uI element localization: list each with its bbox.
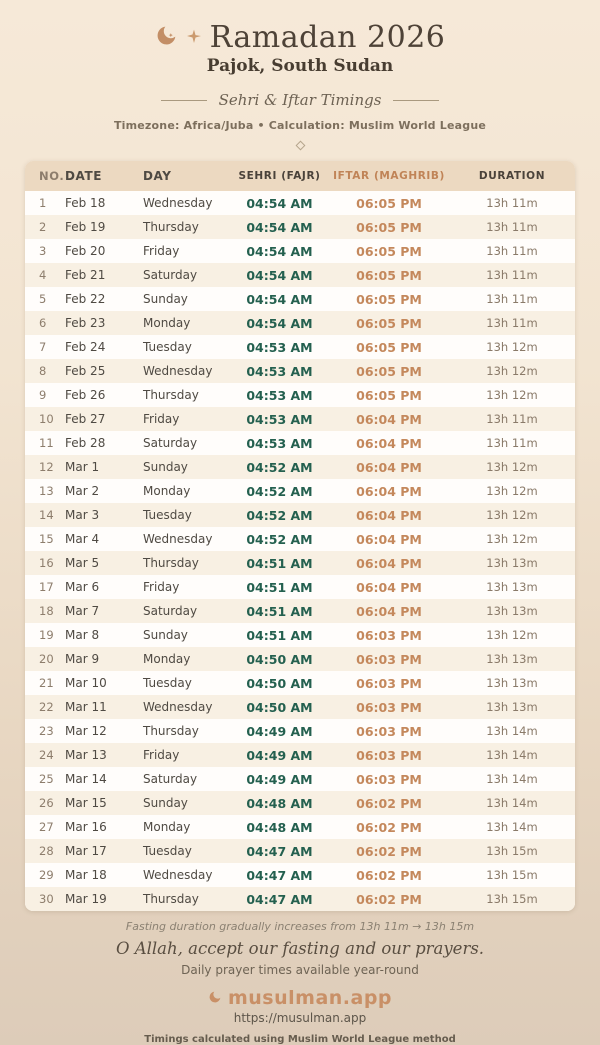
- day-cell: Wednesday: [143, 532, 213, 546]
- iftar-cell: 06:02 PM: [356, 867, 422, 883]
- day-cell: Monday: [143, 484, 191, 498]
- no-cell: 26: [39, 796, 54, 810]
- no-cell: 6: [39, 316, 47, 330]
- date-cell: Mar 18: [65, 868, 107, 882]
- duration-cell: 13h 14m: [486, 748, 538, 762]
- table-row: [25, 623, 575, 647]
- no-cell: 9: [39, 388, 47, 402]
- iftar-cell: 06:03 PM: [356, 675, 422, 691]
- sehri-cell: 04:50 AM: [246, 651, 313, 667]
- no-cell: 17: [39, 580, 54, 594]
- no-cell: 7: [39, 340, 47, 354]
- date-cell: Mar 15: [65, 796, 107, 810]
- sehri-cell: 04:52 AM: [246, 531, 313, 547]
- duration-cell: 13h 14m: [486, 724, 538, 738]
- date-cell: Mar 17: [65, 844, 107, 858]
- iftar-cell: 06:02 PM: [356, 843, 422, 859]
- no-cell: 8: [39, 364, 47, 378]
- day-cell: Wednesday: [143, 868, 213, 882]
- duration-cell: 13h 15m: [486, 892, 538, 906]
- day-cell: Thursday: [143, 724, 199, 738]
- no-cell: 27: [39, 820, 54, 834]
- sehri-cell: 04:47 AM: [246, 843, 313, 859]
- date-cell: Feb 21: [65, 268, 106, 282]
- table-row: [25, 527, 575, 551]
- table-row: [25, 719, 575, 743]
- day-cell: Tuesday: [143, 340, 192, 354]
- table-row: [25, 791, 575, 815]
- duration-cell: 13h 12m: [486, 628, 538, 642]
- no-cell: 16: [39, 556, 54, 570]
- sehri-cell: 04:52 AM: [246, 459, 313, 475]
- sehri-cell: 04:51 AM: [246, 603, 313, 619]
- fasting-duration-note: Fasting duration gradually increases from 13h 11m → 13h 15m: [125, 920, 475, 933]
- timetable-header-row: [25, 161, 575, 191]
- table-row: [25, 455, 575, 479]
- date-cell: Feb 26: [65, 388, 106, 402]
- timetable-body: [25, 191, 575, 911]
- table-row: [25, 431, 575, 455]
- column-header-iftar: IFTAR (MAGHRIB): [333, 170, 445, 182]
- iftar-cell: 06:03 PM: [356, 723, 422, 739]
- day-cell: Thursday: [143, 220, 199, 234]
- duration-cell: 13h 11m: [486, 244, 538, 258]
- day-cell: Monday: [143, 820, 191, 834]
- iftar-cell: 06:04 PM: [356, 411, 422, 427]
- sehri-cell: 04:52 AM: [246, 507, 313, 523]
- date-cell: Mar 10: [65, 676, 107, 690]
- day-cell: Saturday: [143, 604, 198, 618]
- table-row: [25, 599, 575, 623]
- table-row: [25, 263, 575, 287]
- date-cell: Mar 12: [65, 724, 107, 738]
- sehri-cell: 04:53 AM: [246, 411, 313, 427]
- table-row: [25, 671, 575, 695]
- duration-cell: 13h 13m: [486, 580, 538, 594]
- table-row: [25, 503, 575, 527]
- day-cell: Wednesday: [143, 700, 213, 714]
- no-cell: 10: [39, 412, 54, 426]
- divider-line-right: [393, 100, 439, 101]
- iftar-cell: 06:04 PM: [356, 483, 422, 499]
- day-cell: Sunday: [143, 292, 188, 306]
- iftar-cell: 06:04 PM: [356, 603, 422, 619]
- duration-cell: 13h 12m: [486, 508, 538, 522]
- column-header-duration: DURATION: [478, 170, 546, 182]
- day-cell: Friday: [143, 580, 180, 594]
- table-row: [25, 575, 575, 599]
- brand-name: musulman.app: [227, 987, 393, 1009]
- duration-cell: 13h 13m: [486, 676, 538, 690]
- table-row: [25, 191, 575, 215]
- divider-line-left: [161, 100, 207, 101]
- date-cell: Mar 1: [65, 460, 100, 474]
- brand-url: https://musulman.app: [233, 1011, 367, 1025]
- date-cell: Mar 14: [65, 772, 107, 786]
- iftar-cell: 06:03 PM: [356, 699, 422, 715]
- sehri-cell: 04:53 AM: [246, 363, 313, 379]
- day-cell: Sunday: [143, 628, 188, 642]
- duration-cell: 13h 15m: [486, 844, 538, 858]
- day-cell: Saturday: [143, 772, 198, 786]
- calculation-method-note: Timings calculated using Muslim World League method: [144, 1034, 456, 1045]
- table-row: [25, 767, 575, 791]
- timetable-card: [25, 161, 575, 911]
- sehri-cell: 04:54 AM: [246, 243, 313, 259]
- date-cell: Mar 2: [65, 484, 100, 498]
- no-cell: 3: [39, 244, 47, 258]
- sehri-cell: 04:49 AM: [246, 723, 313, 739]
- no-cell: 13: [39, 484, 54, 498]
- no-cell: 11: [39, 436, 54, 450]
- sehri-cell: 04:51 AM: [246, 579, 313, 595]
- iftar-cell: 06:03 PM: [356, 651, 422, 667]
- day-cell: Monday: [143, 652, 191, 666]
- duration-cell: 13h 11m: [486, 436, 538, 450]
- day-cell: Tuesday: [143, 676, 192, 690]
- table-row: [25, 887, 575, 911]
- duration-cell: 13h 13m: [486, 556, 538, 570]
- column-header-date: DATE: [65, 169, 103, 183]
- day-cell: Friday: [143, 244, 180, 258]
- iftar-cell: 06:04 PM: [356, 435, 422, 451]
- table-row: [25, 359, 575, 383]
- duration-cell: 13h 11m: [486, 412, 538, 426]
- duration-cell: 13h 14m: [486, 796, 538, 810]
- no-cell: 29: [39, 868, 54, 882]
- day-cell: Saturday: [143, 268, 198, 282]
- sehri-cell: 04:53 AM: [246, 435, 313, 451]
- duration-cell: 13h 11m: [486, 316, 538, 330]
- location-subtitle: Pajok, South Sudan: [206, 56, 394, 76]
- iftar-cell: 06:04 PM: [356, 459, 422, 475]
- date-cell: Mar 5: [65, 556, 100, 570]
- no-cell: 21: [39, 676, 54, 690]
- date-cell: Mar 7: [65, 604, 100, 618]
- no-cell: 28: [39, 844, 54, 858]
- table-row: [25, 743, 575, 767]
- brand-row: [0, 987, 600, 1009]
- iftar-cell: 06:04 PM: [356, 531, 422, 547]
- no-cell: 19: [39, 628, 54, 642]
- sehri-cell: 04:48 AM: [246, 819, 313, 835]
- dua-quote: O Allah, accept our fasting and our prayers.: [115, 939, 485, 958]
- sehri-cell: 04:48 AM: [246, 795, 313, 811]
- duration-cell: 13h 11m: [486, 196, 538, 210]
- sehri-cell: 04:49 AM: [246, 747, 313, 763]
- no-cell: 25: [39, 772, 54, 786]
- table-row: [25, 815, 575, 839]
- date-cell: Feb 28: [65, 436, 106, 450]
- page-header: [0, 0, 600, 149]
- no-cell: 15: [39, 532, 54, 546]
- day-cell: Saturday: [143, 436, 198, 450]
- date-cell: Feb 25: [65, 364, 106, 378]
- iftar-cell: 06:05 PM: [356, 363, 422, 379]
- no-cell: 2: [39, 220, 47, 234]
- duration-cell: 13h 12m: [486, 460, 538, 474]
- no-cell: 24: [39, 748, 54, 762]
- iftar-cell: 06:04 PM: [356, 555, 422, 571]
- four-point-star-icon: [187, 28, 201, 47]
- no-cell: 5: [39, 292, 47, 306]
- duration-cell: 13h 12m: [486, 484, 538, 498]
- duration-cell: 13h 13m: [486, 700, 538, 714]
- duration-cell: 13h 11m: [486, 292, 538, 306]
- table-row: [25, 479, 575, 503]
- iftar-cell: 06:05 PM: [356, 387, 422, 403]
- column-header-sehri: SEHRI (FAJR): [238, 170, 321, 182]
- iftar-cell: 06:05 PM: [356, 195, 422, 211]
- table-row: [25, 839, 575, 863]
- no-cell: 23: [39, 724, 54, 738]
- date-cell: Feb 20: [65, 244, 106, 258]
- brand-crescent-icon: [208, 989, 222, 1008]
- iftar-cell: 06:03 PM: [356, 771, 422, 787]
- date-cell: Feb 23: [65, 316, 106, 330]
- date-cell: Mar 11: [65, 700, 107, 714]
- page-footer: [0, 920, 600, 1045]
- column-header-day: DAY: [143, 169, 172, 183]
- table-row: [25, 287, 575, 311]
- duration-cell: 13h 11m: [486, 268, 538, 282]
- sehri-cell: 04:51 AM: [246, 555, 313, 571]
- no-cell: 30: [39, 892, 54, 906]
- no-cell: 4: [39, 268, 47, 282]
- iftar-cell: 06:03 PM: [356, 747, 422, 763]
- day-cell: Sunday: [143, 796, 188, 810]
- date-cell: Mar 4: [65, 532, 100, 546]
- sehri-cell: 04:53 AM: [246, 339, 313, 355]
- day-cell: Thursday: [143, 556, 199, 570]
- iftar-cell: 06:04 PM: [356, 579, 422, 595]
- iftar-cell: 06:05 PM: [356, 315, 422, 331]
- table-row: [25, 239, 575, 263]
- sehri-cell: 04:54 AM: [246, 267, 313, 283]
- day-cell: Tuesday: [143, 508, 192, 522]
- table-row: [25, 407, 575, 431]
- sehri-cell: 04:53 AM: [246, 387, 313, 403]
- date-cell: Feb 27: [65, 412, 106, 426]
- day-cell: Friday: [143, 412, 180, 426]
- title-row: [0, 20, 600, 55]
- day-cell: Thursday: [143, 388, 199, 402]
- sehri-cell: 04:51 AM: [246, 627, 313, 643]
- day-cell: Wednesday: [143, 196, 213, 210]
- duration-cell: 13h 13m: [486, 604, 538, 618]
- day-cell: Wednesday: [143, 364, 213, 378]
- day-cell: Monday: [143, 316, 191, 330]
- duration-cell: 13h 14m: [486, 820, 538, 834]
- date-cell: Feb 24: [65, 340, 106, 354]
- no-cell: 1: [39, 196, 47, 210]
- sehri-cell: 04:47 AM: [246, 891, 313, 907]
- day-cell: Tuesday: [143, 844, 192, 858]
- date-cell: Feb 19: [65, 220, 106, 234]
- iftar-cell: 06:03 PM: [356, 627, 422, 643]
- duration-cell: 13h 14m: [486, 772, 538, 786]
- duration-cell: 13h 12m: [486, 340, 538, 354]
- diamond-ornament-icon: [295, 141, 305, 151]
- table-row: [25, 695, 575, 719]
- table-row: [25, 647, 575, 671]
- table-row: [25, 383, 575, 407]
- sehri-cell: 04:50 AM: [246, 675, 313, 691]
- sehri-cell: 04:54 AM: [246, 195, 313, 211]
- iftar-cell: 06:02 PM: [356, 891, 422, 907]
- no-cell: 18: [39, 604, 54, 618]
- date-cell: Mar 13: [65, 748, 107, 762]
- table-row: [25, 335, 575, 359]
- duration-cell: 13h 12m: [486, 364, 538, 378]
- sehri-cell: 04:54 AM: [246, 315, 313, 331]
- timings-subtitle: Sehri & Iftar Timings: [218, 91, 382, 109]
- iftar-cell: 06:04 PM: [356, 507, 422, 523]
- day-cell: Friday: [143, 748, 180, 762]
- iftar-cell: 06:02 PM: [356, 795, 422, 811]
- date-cell: Mar 6: [65, 580, 100, 594]
- no-cell: 14: [39, 508, 54, 522]
- subtitle-row: [0, 91, 600, 109]
- iftar-cell: 06:05 PM: [356, 219, 422, 235]
- sehri-cell: 04:54 AM: [246, 219, 313, 235]
- table-row: [25, 551, 575, 575]
- no-cell: 20: [39, 652, 54, 666]
- duration-cell: 13h 11m: [486, 220, 538, 234]
- no-cell: 22: [39, 700, 54, 714]
- iftar-cell: 06:05 PM: [356, 291, 422, 307]
- sehri-cell: 04:49 AM: [246, 771, 313, 787]
- sehri-cell: 04:54 AM: [246, 291, 313, 307]
- duration-cell: 13h 12m: [486, 532, 538, 546]
- timezone-calculation-meta: Timezone: Africa/Juba • Calculation: Muslim World League: [113, 119, 487, 132]
- duration-cell: 13h 12m: [486, 388, 538, 402]
- duration-cell: 13h 15m: [486, 868, 538, 882]
- sehri-cell: 04:47 AM: [246, 867, 313, 883]
- sehri-cell: 04:52 AM: [246, 483, 313, 499]
- crescent-moon-icon: [155, 24, 178, 51]
- iftar-cell: 06:05 PM: [356, 339, 422, 355]
- table-row: [25, 215, 575, 239]
- date-cell: Feb 18: [65, 196, 106, 210]
- no-cell: 12: [39, 460, 54, 474]
- date-cell: Feb 22: [65, 292, 106, 306]
- availability-note: Daily prayer times available year-round: [181, 963, 419, 977]
- iftar-cell: 06:05 PM: [356, 243, 422, 259]
- sehri-cell: 04:50 AM: [246, 699, 313, 715]
- date-cell: Mar 8: [65, 628, 100, 642]
- day-cell: Sunday: [143, 460, 188, 474]
- iftar-cell: 06:05 PM: [356, 267, 422, 283]
- date-cell: Mar 9: [65, 652, 100, 666]
- iftar-cell: 06:02 PM: [356, 819, 422, 835]
- date-cell: Mar 19: [65, 892, 107, 906]
- table-row: [25, 311, 575, 335]
- day-cell: Thursday: [143, 892, 199, 906]
- date-cell: Mar 3: [65, 508, 100, 522]
- duration-cell: 13h 13m: [486, 652, 538, 666]
- date-cell: Mar 16: [65, 820, 107, 834]
- table-row: [25, 863, 575, 887]
- column-header-no: NO.: [39, 169, 65, 183]
- page-title: Ramadan 2026: [209, 20, 446, 55]
